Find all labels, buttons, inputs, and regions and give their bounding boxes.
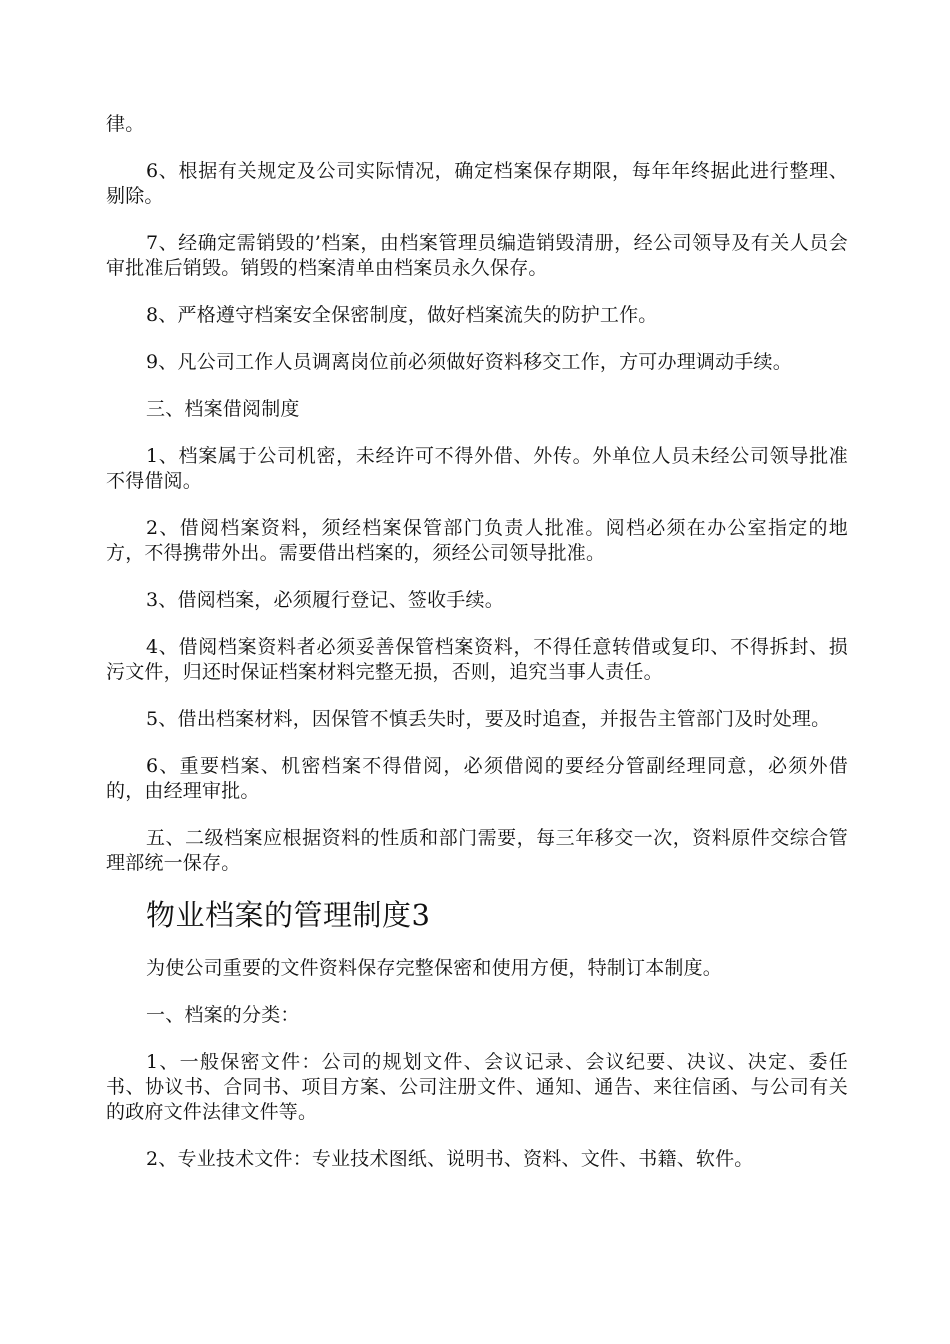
paragraph-borrow-3: 3、借阅档案，必须履行登记、签收手续。: [146, 589, 504, 611]
section-title-classification: 一、档案的分类：: [146, 1004, 300, 1026]
document-heading: 物业档案的管理制度3: [146, 898, 431, 932]
paragraph-borrow-2: 2、借阅档案资料，须经档案保管部门负责人批准。阅档必须在办公室指定的地方，不得携带外出。需要借出档案的，须经公司领导批准。: [106, 517, 848, 564]
paragraph-borrow-4: 4、借阅档案资料者必须妥善保管档案资料，不得任意转借或复印、不得拆封、损污文件，归还时保证档案材料完整无损，否则，追究当事人责任。: [106, 636, 848, 683]
paragraph-section-5: 五、二级档案应根据资料的性质和部门需要，每三年移交一次，资料原件交综合管理部统一保存。: [106, 827, 848, 874]
paragraph-item-6-retention: 6、根据有关规定及公司实际情况，确定档案保存期限，每年年终据此进行整理、剔除。: [106, 160, 848, 207]
section-title-borrowing: 三、档案借阅制度: [146, 398, 300, 420]
paragraph-class-1: 1、一般保密文件：公司的规划文件、会议记录、会议纪要、决议、决定、委任书、协议书、合同书、项目方案、公司注册文件、通知、通告、来往信函、与公司有关的政府文件法律文件等。: [106, 1051, 848, 1123]
paragraph-intro: 为使公司重要的文件资料保存完整保密和使用方便，特制订本制度。: [146, 957, 723, 979]
paragraph-borrow-5: 5、借出档案材料，因保管不慎丢失时，要及时追查，并报告主管部门及时处理。: [146, 708, 831, 730]
paragraph-item-8-security: 8、严格遵守档案安全保密制度，做好档案流失的防护工作。: [146, 304, 658, 326]
paragraph-class-2: 2、专业技术文件：专业技术图纸、说明书、资料、文件、书籍、软件。: [146, 1148, 754, 1170]
paragraph-item-9-handover: 9、凡公司工作人员调离岗位前必须做好资料移交工作，方可办理调动手续。: [146, 351, 792, 373]
paragraph-item-7-destruction: 7、经确定需销毁的’档案，由档案管理员编造销毁清册，经公司领导及有关人员会审批准后销毁。销毁的档案清单由档案员永久保存。: [106, 232, 848, 279]
document-body: [106, 112, 848, 1194]
paragraph-borrow-1: 1、档案属于公司机密，未经许可不得外借、外传。外单位人员未经公司领导批准不得借阅。: [106, 445, 848, 492]
paragraph-borrow-6: 6、重要档案、机密档案不得借阅，必须借阅的要经分管副经理同意，必须外借的，由经理审批。: [106, 755, 848, 802]
paragraph-continuation: 律。: [106, 113, 145, 135]
